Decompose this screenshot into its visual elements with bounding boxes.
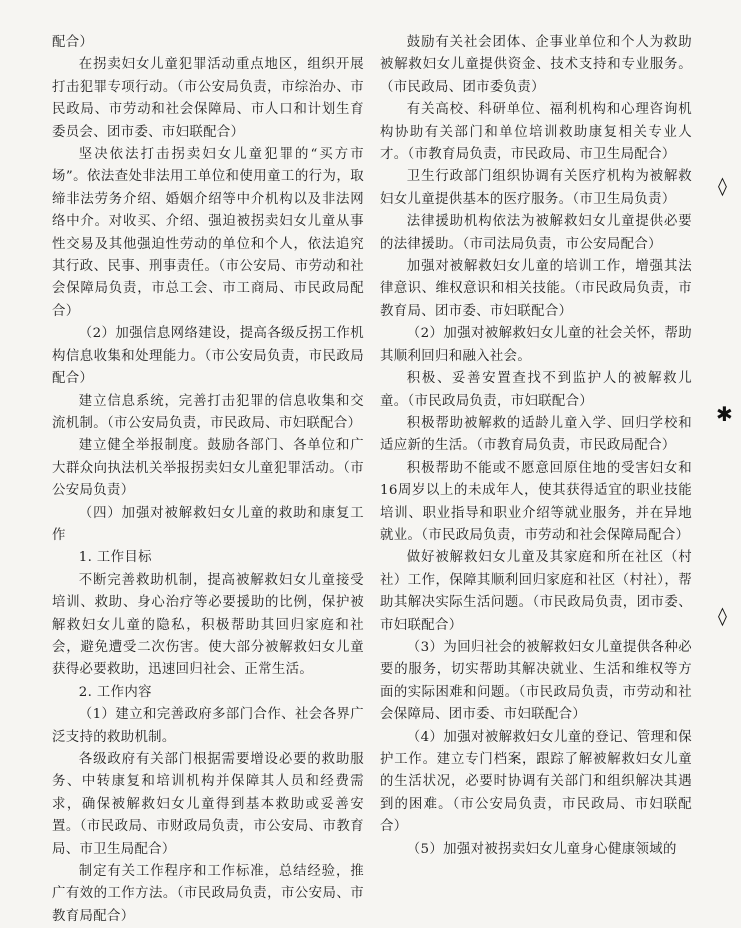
paragraph: 各级政府有关部门根据需要增设必要的救助服务、中转康复和培训机构并保障其人员和经费需求，确保被解救妇女儿童得到基本救助或妥善安置。（市民政局、市财政局负责，市公安局、市教育局、市卫生局配合）: [52, 752, 364, 857]
paragraph: （1）建立和完善政府多部门合作、社会各界广泛支持的救助机制。: [52, 707, 364, 745]
section-heading: （四）加强对被解救妇女儿童的救助和康复工作: [52, 505, 364, 543]
paragraph: 做好被解救妇女儿童及其家庭和所在社区（村社）工作，保障其顺利回归家庭和社区（村社），帮助其解决实际生活问题。（市民政局负责，团市委、市妇联配合）: [380, 550, 692, 633]
paragraph: （2）加强信息网络建设，提高各级反拐工作机构信息收集和处理能力。（市公安局负责，市民政局配合）: [52, 326, 364, 387]
paragraph: 积极、妥善安置查找不到监护人的被解救儿童。（市民政局负责，市妇联配合）: [380, 371, 692, 409]
paragraph: （5）加强对被拐卖妇女儿童身心健康领域的: [406, 841, 677, 857]
paragraph: 制定有关工作程序和工作标准，总结经验，推广有效的工作方法。（市民政局负责，市公安局、市教育局配合）: [52, 864, 364, 924]
paragraph: 积极帮助被解救的适龄儿童入学、回归学校和适应新的生活。（市教育局负责，市民政局配合）: [380, 415, 692, 454]
paragraph: 配合）: [52, 35, 94, 50]
subsection-heading: 2. 工作内容: [78, 684, 152, 700]
paragraph: 积极帮助不能或不愿意回原住地的受害妇女和16周岁以上的未成年人，使其获得适宜的职业技能培训、职业指导和职业介绍等就业服务，并在异地就业。（市民政局负责，市劳动和社会保障局配合）: [380, 460, 692, 543]
paragraph: 建立信息系统，完善打击犯罪的信息收集和交流机制。（市公安局负责，市民政局、市妇联配合）: [52, 393, 364, 431]
paragraph: 卫生行政部门组织协调有关医疗机构为被解救妇女儿童提供基本的医疗服务。（市卫生局负责）: [380, 169, 692, 207]
paragraph: 在拐卖妇女儿童犯罪活动重点地区，组织开展打击犯罪专项行动。（市公安局负责，市综治办、市民政局、市劳动和社会保障局、市人口和计划生育委员会、团市委、市妇联配合）: [52, 57, 364, 140]
paragraph: （4）加强对被解救妇女儿童的登记、管理和保护工作。建立专门档案，跟踪了解被解救妇女儿童的生活状况，必要时协调有关部门和组织解决其遇到的困难。（市公安局负责，市民政局、市妇联配合）: [380, 729, 692, 835]
paragraph: 加强对被解救妇女儿童的培训工作，增强其法律意识、维权意识和相关技能。（市民政局负责，市教育局、团市委、市妇联配合）: [380, 259, 692, 319]
paragraph: （2）加强对被解救妇女儿童的社会关怀，帮助其顺利回归和融入社会。: [380, 326, 692, 364]
paragraph: （3）为回归社会的被解救妇女儿童提供各种必要的服务，切实帮助其解决就业、生活和维权等方面的实际困难和问题。（市民政局负责，市劳动和社会保障局、团市委、市妇联配合）: [380, 639, 692, 723]
paragraph: 坚决依法打击拐卖妇女儿童犯罪的“买方市场”。依法查处非法用工单位和使用童工的行为，取缔非法劳务介绍、婚姻介绍等中介机构以及非法网络中介。对收买、介绍、强迫被拐卖妇女儿童从事性交易及其他强迫性劳动的单位和个人，依法追究其行政、民事、刑事责任。（市公安局、市劳动和社会保障局负责，市总工会、市工商局、市民政局配合）: [52, 147, 364, 319]
right-column: [380, 32, 692, 861]
paragraph: 有关高校、科研单位、福利机构和心理咨询机构协助有关部门和单位培训救助康复相关专业人才。（市教育局负责，市民政局、市卫生局配合）: [380, 102, 692, 163]
left-column: [52, 32, 364, 928]
binding-hole-mark: ◊: [718, 176, 727, 197]
subsection-heading: 1. 工作目标: [78, 550, 152, 566]
binding-hole-mark: ✱: [716, 402, 733, 426]
paragraph: 不断完善救助机制，提高被解救妇女儿童接受培训、救助、身心治疗等必要援助的比例，保护被解救妇女儿童的隐私，积极帮助其回归家庭和社会，避免遭受二次伤害。使大部分被解救妇女儿童获得必要救助，迅速回归社会、正常生活。: [52, 572, 364, 678]
paragraph: 法律援助机构依法为被解救妇女儿童提供必要的法律援助。（市司法局负责，市公安局配合）: [380, 214, 692, 252]
paragraph: 鼓励有关社会团体、企事业单位和个人为救助被解救妇女儿童提供资金、技术支持和专业服务。（市民政局、团市委负责）: [380, 35, 692, 95]
paragraph: 建立健全举报制度。鼓励各部门、各单位和广大群众向执法机关举报拐卖妇女儿童犯罪活动。（市公安局负责）: [52, 438, 364, 499]
binding-hole-mark: ◊: [718, 606, 727, 627]
